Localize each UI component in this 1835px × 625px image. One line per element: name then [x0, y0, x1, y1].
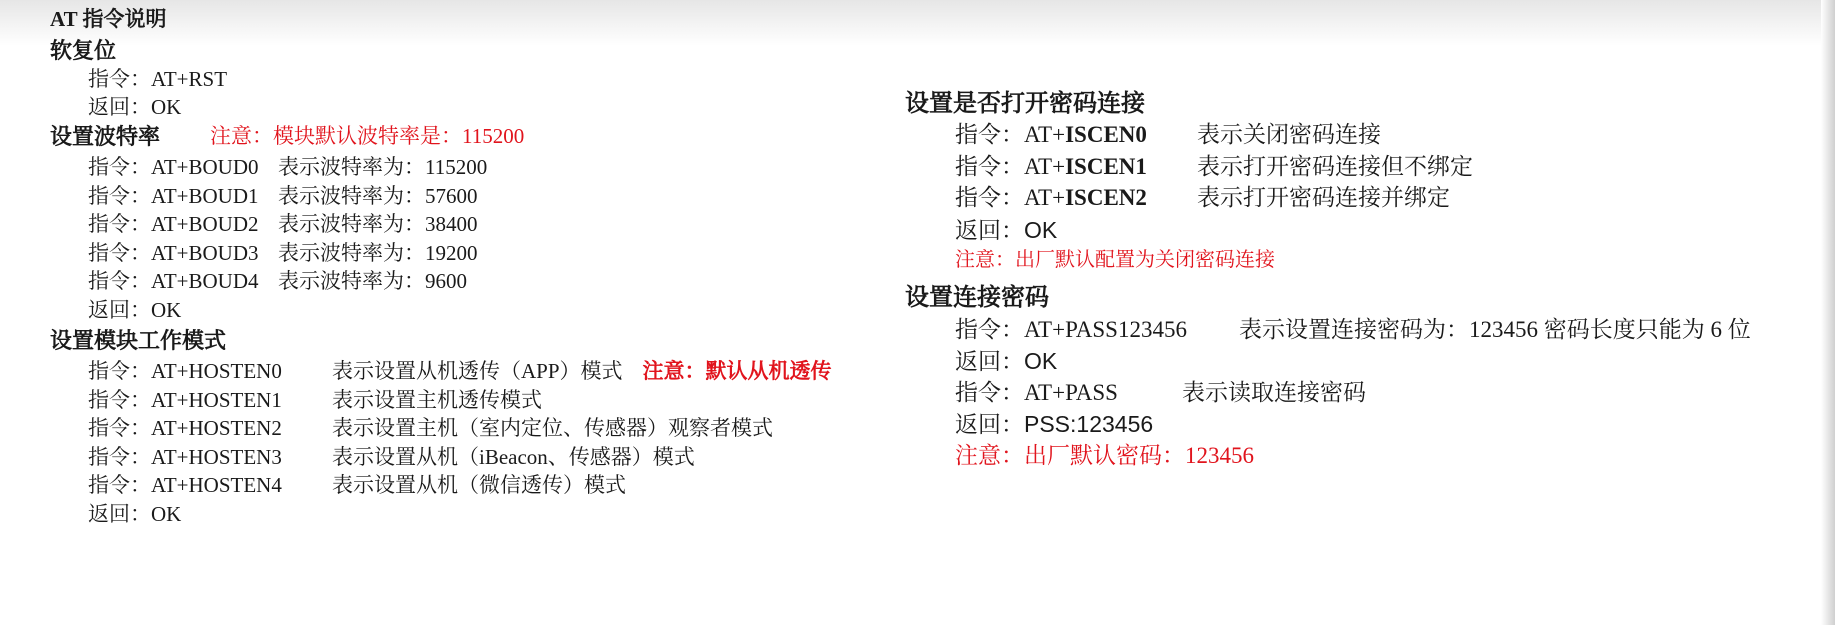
- baud-command: 指令：AT+BOUD0: [88, 155, 259, 179]
- mode-description: 表示设置主机（室内定位、传感器）观察者模式: [332, 416, 773, 440]
- baud-command: 指令：AT+BOUD3: [88, 241, 259, 265]
- document-title: AT 指令说明: [50, 7, 167, 31]
- baud-row: [88, 180, 478, 210]
- password-connect-code: ISCEN1: [1065, 154, 1147, 179]
- return-value: OK: [1024, 217, 1058, 243]
- return-label: 返回：: [955, 218, 1024, 243]
- password-connect-prefix: 指令：AT+: [955, 122, 1066, 147]
- return-value: OK: [1024, 348, 1058, 374]
- baud-heading: 设置波特率: [50, 124, 161, 149]
- password-set-return: [955, 343, 1057, 376]
- mode-command: 指令：AT+HOSTEN0: [88, 359, 282, 383]
- baud-command: 指令：AT+BOUD1: [88, 184, 259, 208]
- password-connect-prefix: 指令：AT+: [955, 154, 1066, 179]
- password-connect-prefix: 指令：AT+: [955, 185, 1066, 210]
- password-read-return: [955, 406, 1153, 439]
- return-value: PSS:123456: [1024, 411, 1154, 437]
- mode-row: [88, 412, 773, 442]
- baud-description: 表示波特率为：57600: [278, 184, 478, 208]
- mode-description: 表示设置主机透传模式: [332, 388, 542, 412]
- password-connect-return: [955, 212, 1057, 245]
- baud-description: 表示波特率为：19200: [278, 241, 478, 265]
- baud-description: 表示波特率为：9600: [278, 269, 467, 293]
- reset-command: 指令：AT+RST: [88, 67, 228, 91]
- mode-description: 表示设置从机透传（APP）模式: [332, 359, 623, 383]
- baud-description: 表示波特率为：115200: [278, 155, 488, 179]
- baud-return: 返回：OK: [88, 298, 182, 322]
- mode-default-note: 注意：默认从机透传: [642, 359, 832, 383]
- mode-command: 指令：AT+HOSTEN4: [88, 473, 282, 497]
- baud-note: 注意：模块默认波特率是：115200: [210, 124, 525, 148]
- password-read-description: 表示读取连接密码: [1182, 380, 1366, 405]
- baud-command: 指令：AT+BOUD4: [88, 269, 259, 293]
- password-set-heading: 设置连接密码: [905, 285, 1049, 311]
- password-connect-code: ISCEN2: [1065, 185, 1147, 210]
- mode-row: [88, 384, 542, 414]
- baud-row: [88, 151, 487, 181]
- password-connect-note: 注意：出厂默认配置为关闭密码连接: [955, 249, 1275, 271]
- password-connect-row: [955, 116, 1381, 149]
- reset-return: 返回：OK: [88, 95, 182, 119]
- top-shadow: [0, 0, 1835, 46]
- baud-command: 指令：AT+BOUD2: [88, 212, 259, 236]
- password-set-row: [955, 311, 1751, 344]
- mode-command: 指令：AT+HOSTEN2: [88, 416, 282, 440]
- mode-return: 返回：OK: [88, 502, 182, 526]
- password-set-description: 表示设置连接密码为：123456 密码长度只能为 6 位: [1239, 317, 1751, 342]
- password-read-row: [955, 374, 1366, 407]
- password-connect-row: [955, 179, 1450, 212]
- mode-row: [88, 355, 832, 385]
- password-connect-code: ISCEN0: [1065, 122, 1147, 147]
- right-edge-shadow: [1821, 0, 1835, 625]
- password-connect-heading: 设置是否打开密码连接: [905, 91, 1145, 117]
- mode-description: 表示设置从机（微信透传）模式: [332, 473, 626, 497]
- mode-row: [88, 441, 695, 471]
- mode-command: 指令：AT+HOSTEN1: [88, 388, 282, 412]
- password-connect-description: 表示打开密码连接但不绑定: [1197, 154, 1473, 179]
- mode-heading: 设置模块工作模式: [50, 328, 227, 353]
- baud-row: [88, 208, 478, 238]
- password-read-command: 指令：AT+PASS: [955, 380, 1118, 405]
- password-set-command: 指令：AT+PASS123456: [955, 317, 1187, 342]
- password-connect-row: [955, 148, 1473, 181]
- return-label: 返回：: [955, 412, 1024, 437]
- password-connect-description: 表示关闭密码连接: [1197, 122, 1381, 147]
- baud-row: [88, 237, 478, 267]
- mode-description: 表示设置从机（iBeacon、传感器）模式: [332, 445, 695, 469]
- reset-heading: 软复位: [50, 38, 117, 63]
- mode-row: [88, 469, 626, 499]
- password-connect-description: 表示打开密码连接并绑定: [1197, 185, 1450, 210]
- mode-command: 指令：AT+HOSTEN3: [88, 445, 282, 469]
- password-default-note: 注意：出厂默认密码：123456: [955, 443, 1254, 468]
- return-label: 返回：: [955, 349, 1024, 374]
- baud-row: [88, 265, 467, 295]
- baud-description: 表示波特率为：38400: [278, 212, 478, 236]
